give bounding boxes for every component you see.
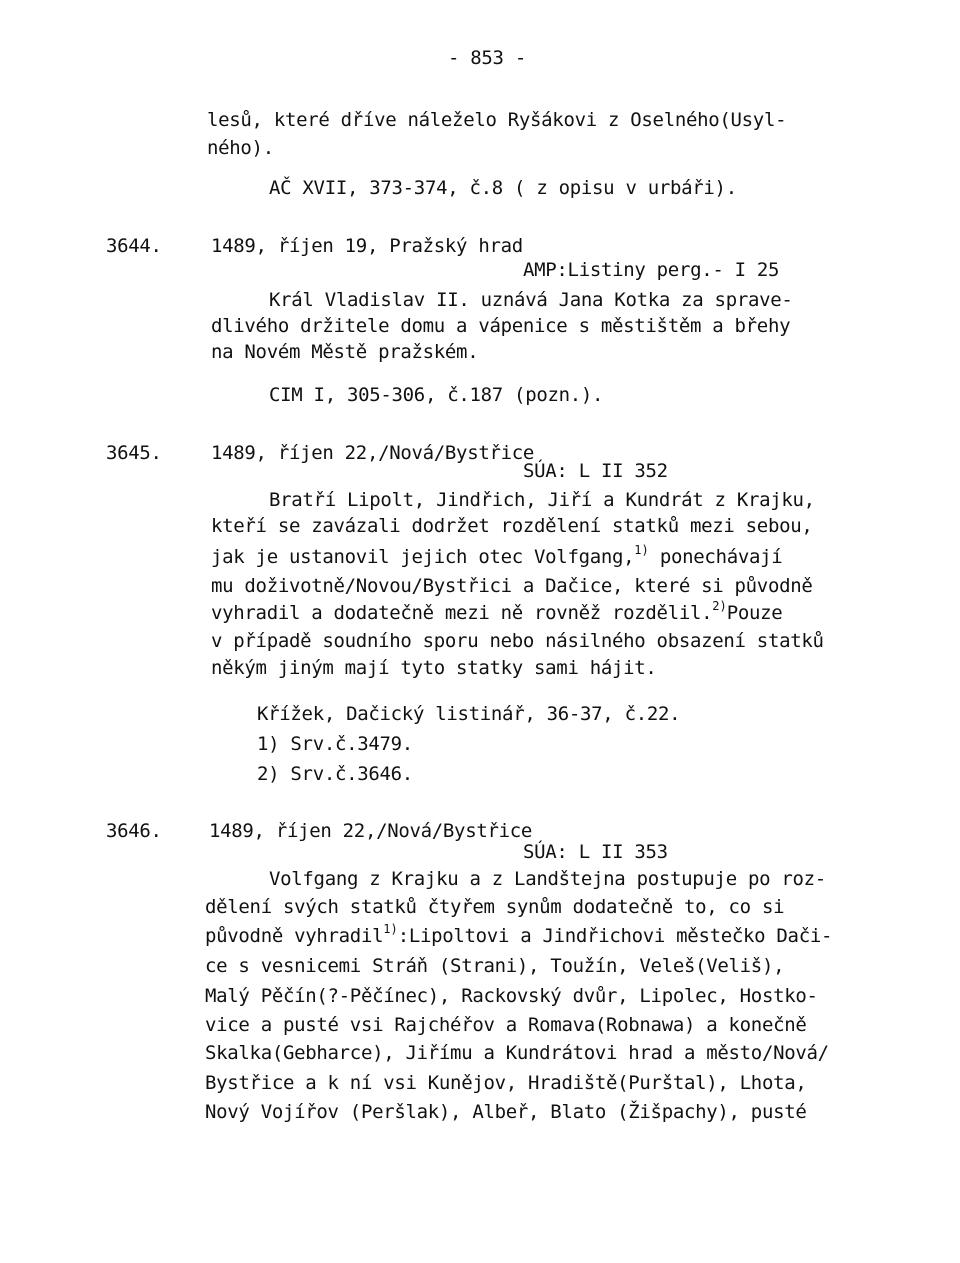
entry-date: 1489, říjen 19, Pražský hrad [211,235,523,257]
entry-text-line: Bystřice a k ní vsi Kunějov, Hradiště(Purštal), Lhota, [205,1072,807,1094]
entry-source: CIM I, 305-306, č.187 (pozn.). [269,384,604,406]
entry-archive: SÚA: L II 353 [523,841,668,863]
entry-text-line: na Novém Městě pražském. [211,341,479,363]
entry-number: 3645. [106,442,162,464]
entry-text-line: kteří se zavázali dodržet rozdělení statků mezi sebou, [211,515,813,537]
entry-text-line: dělení svých statků čtyřem synům dodatečně to, co si [205,896,785,918]
text-segment: vyhradil a dodatečně mezi ně rovněž rozdělil. [211,602,713,624]
entry-note: 2) Srv.č.3646. [257,763,413,785]
entry-number: 3646. [106,820,162,842]
entry-text-line: ce s vesnicemi Stráň (Strani), Toužín, Veleš(Veliš), [205,955,785,977]
entry-text-line [211,545,782,571]
footnote-marker: 1) [634,543,649,557]
entry-text-line [211,601,782,627]
intro-line: lesů, které dříve náleželo Ryšákovi z Oselného(Usyl- [207,109,787,131]
intro-source: AČ XVII, 373-374, č.8 ( z opisu v urbáři). [269,177,737,199]
footnote-marker: 2) [712,599,727,613]
entry-date: 1489, říjen 22,/Nová/Bystřice [211,442,535,464]
intro-line: ného). [207,137,274,159]
footnote-marker: 1) [383,922,398,936]
entry-text-line: dlivého držitele domu a vápenice s městištěm a břehy [211,315,791,337]
entry-number: 3644. [106,235,162,257]
entry-text-line: Volfgang z Krajku a z Landštejna postupuje po roz- [269,868,826,890]
text-segment: ponechávají [648,546,783,568]
text-segment: původně vyhradil [205,925,384,947]
text-segment: :Lipoltovi a Jindřichovi městečko Dači- [397,925,833,947]
entry-text-line: v případě soudního sporu nebo násilného obsazení statků [211,630,824,652]
entry-source: Křížek, Dačický listinář, 36-37, č.22. [257,703,681,725]
entry-text-line: Nový Vojířov (Peršlak), Albeř, Blato (Žišpachy), pusté [205,1101,807,1123]
text-segment: Pouze [726,602,783,624]
entry-text-line: mu doživotně/Novou/Bystřici a Dačice, které si původně [211,575,813,597]
entry-text-line: Bratří Lipolt, Jindřich, Jiří a Kundrát z Krajku, [269,489,815,511]
entry-text-line: Skalka(Gebharce), Jiřímu a Kundrátovi hrad a město/Nová/ [205,1042,829,1064]
entry-text-line: vice a pusté vsi Rajchéřov a Romava(Robnawa) a konečně [205,1014,807,1036]
entry-text-line [205,924,832,950]
text-segment: jak je ustanovil jejich otec Volfgang, [211,546,635,568]
entry-archive: AMP:Listiny perg.- I 25 [523,259,780,281]
entry-date: 1489, říjen 22,/Nová/Bystřice [209,820,533,842]
entry-text-line: Král Vladislav II. uznává Jana Kotka za sprave- [269,289,793,311]
entry-note: 1) Srv.č.3479. [257,733,413,755]
page-number: - 853 - [448,47,526,69]
entry-archive: SÚA: L II 352 [523,460,668,482]
entry-text-line: někým jiným mají tyto statky sami hájit. [211,657,657,679]
entry-text-line: Malý Pěčín(?-Pěčínec), Rackovský dvůr, Lipolec, Hostko- [205,985,818,1007]
